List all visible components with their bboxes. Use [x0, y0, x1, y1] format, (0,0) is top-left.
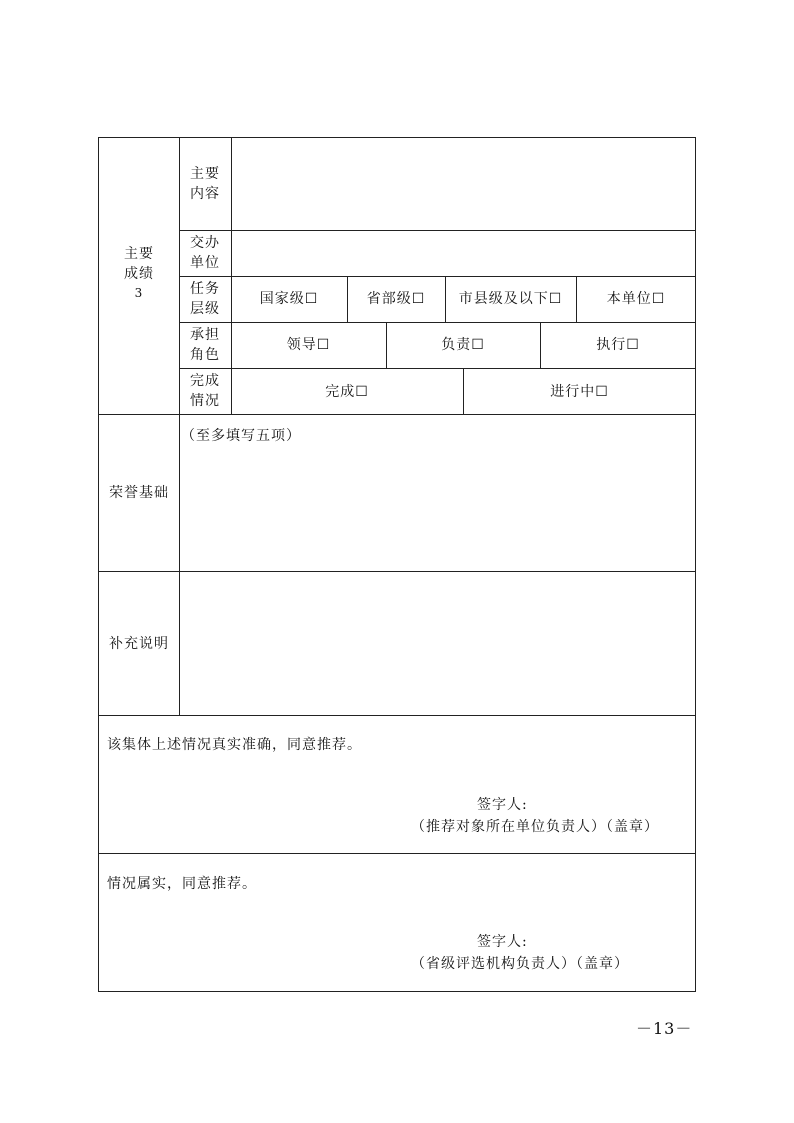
task-level-option-national[interactable]: 国家级☐ — [259, 291, 319, 307]
supplement-label: 补充说明 — [109, 636, 169, 652]
main-achievement-label: 主要 成绩 3 — [124, 246, 154, 300]
role-label: 承担 角色 — [190, 327, 220, 363]
divider — [179, 276, 696, 277]
unit-signer-note: （推荐对象所在单位负责人）（盖章） — [411, 819, 659, 835]
honor-basis-hint: （至多填写五项） — [181, 428, 301, 444]
role-option-responsible[interactable]: 负责☐ — [441, 337, 485, 353]
task-level-option-municipal[interactable]: 市县级及以下☐ — [458, 291, 563, 307]
provincial-endorsement-statement: 情况属实，同意推荐。 — [107, 876, 257, 892]
role-option-executor[interactable]: 执行☐ — [596, 337, 640, 353]
divider — [179, 322, 696, 323]
divider — [99, 571, 696, 572]
provincial-signer-note: （省级评选机构负责人）（盖章） — [411, 956, 629, 972]
content-label: 主要 内容 — [190, 166, 220, 202]
status-option-completed[interactable]: 完成☐ — [325, 384, 369, 400]
status-label: 完成 情况 — [190, 373, 220, 409]
divider — [179, 138, 180, 715]
content-value[interactable] — [239, 148, 689, 220]
divider — [99, 414, 696, 415]
divider — [99, 715, 696, 716]
status-option-in-progress[interactable]: 进行中☐ — [550, 384, 609, 400]
honor-basis-label: 荣誉基础 — [109, 485, 169, 501]
unit-endorsement-statement: 该集体上述情况真实准确，同意推荐。 — [107, 737, 362, 753]
divider — [99, 853, 696, 854]
task-level-option-own-unit[interactable]: 本单位☐ — [606, 291, 666, 307]
provincial-signer-label: 签字人: — [477, 934, 528, 950]
task-level-label: 任务 层级 — [190, 281, 220, 317]
assigning-unit-label: 交办 单位 — [190, 235, 220, 271]
divider — [179, 230, 696, 231]
assigning-unit-value[interactable] — [239, 242, 689, 270]
unit-signer-label: 签字人: — [477, 797, 528, 813]
page-number: －13－ — [636, 1019, 693, 1038]
recommendation-form-table — [98, 137, 696, 992]
divider — [179, 368, 696, 369]
role-option-leader[interactable]: 领导☐ — [286, 337, 331, 353]
task-level-option-provincial[interactable]: 省部级☐ — [366, 291, 426, 307]
